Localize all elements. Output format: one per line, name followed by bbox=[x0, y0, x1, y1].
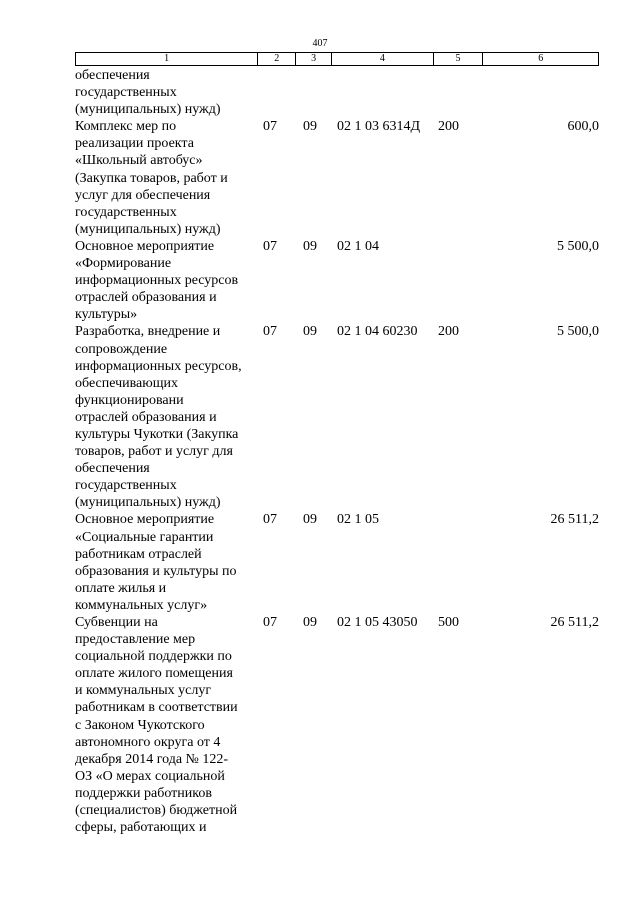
description-line: оплате жилого помещения bbox=[75, 666, 233, 682]
row-description bbox=[75, 238, 258, 323]
description-line: услуг для обеспечения bbox=[75, 187, 211, 203]
subsection-code: 09 bbox=[303, 512, 317, 528]
table-row bbox=[75, 323, 599, 511]
expense-type-code: 200 bbox=[438, 119, 459, 135]
description-line: реализации проекта bbox=[75, 136, 194, 152]
table-row bbox=[75, 511, 599, 614]
page-number: 407 bbox=[312, 38, 328, 49]
amount bbox=[484, 67, 599, 118]
subsection-code: 09 bbox=[303, 119, 317, 135]
description-line: оплате жилья и bbox=[75, 580, 167, 596]
header-col-4: 4 bbox=[332, 53, 434, 65]
description-line: Комплекс мер по bbox=[75, 119, 177, 135]
description-line: (муниципальных) нужд) bbox=[75, 221, 221, 237]
description-line: социальной поддержки по bbox=[75, 649, 232, 665]
description-line: обеспечения bbox=[75, 68, 150, 83]
description-line: Субвенции на bbox=[75, 615, 158, 630]
expense-type-code bbox=[434, 238, 484, 323]
expense-type-code: 200 bbox=[438, 324, 459, 340]
table-row bbox=[75, 118, 599, 238]
description-line: государственных bbox=[75, 478, 177, 494]
description-line: культуры Чукотки (Закупка bbox=[75, 426, 239, 442]
section-code: 07 bbox=[263, 615, 277, 630]
row-description bbox=[75, 614, 258, 836]
description-line: (муниципальных) нужд) bbox=[75, 495, 221, 511]
target-article-code: 02 1 03 6314Д bbox=[337, 119, 421, 135]
table-row bbox=[75, 614, 599, 836]
description-line: «Школьный автобус» bbox=[75, 153, 203, 169]
description-line: работникам отраслей bbox=[75, 546, 202, 562]
expense-type-code bbox=[434, 67, 484, 118]
row-description bbox=[75, 67, 258, 118]
description-line: информационных ресурсов bbox=[75, 273, 239, 289]
section-code bbox=[258, 67, 296, 118]
section-code: 07 bbox=[263, 238, 277, 254]
description-line: обеспечения bbox=[75, 461, 150, 477]
expense-type-code bbox=[434, 511, 484, 614]
subsection-code: 09 bbox=[303, 324, 317, 340]
target-article-code: 02 1 05 43050 bbox=[337, 615, 418, 630]
description-line: образования и культуры по bbox=[75, 563, 237, 579]
header-col-3: 3 bbox=[296, 53, 332, 65]
description-line: культуры» bbox=[75, 307, 138, 323]
row-description bbox=[75, 323, 258, 511]
subsection-code: 09 bbox=[303, 238, 317, 254]
description-line: коммунальных услуг» bbox=[75, 597, 208, 613]
description-line: отраслей образования и bbox=[75, 290, 217, 306]
description-line: информационных ресурсов, bbox=[75, 358, 242, 374]
description-line: Разработка, внедрение и bbox=[75, 324, 221, 340]
target-article-code: 02 1 04 bbox=[337, 238, 379, 254]
amount: 26 511,2 bbox=[550, 615, 599, 630]
description-line: работникам в соответствии bbox=[75, 700, 238, 716]
header-col-1: 1 bbox=[76, 53, 258, 65]
header-col-5: 5 bbox=[434, 53, 484, 65]
description-line: обеспечивающих bbox=[75, 375, 178, 391]
description-line: функционировани bbox=[75, 392, 184, 408]
description-line: (муниципальных) нужд) bbox=[75, 102, 221, 118]
row-description bbox=[75, 511, 258, 614]
description-line: декабря 2014 года № 122- bbox=[75, 751, 229, 767]
description-line: Основное мероприятие bbox=[75, 512, 215, 528]
row-description bbox=[75, 118, 258, 238]
table-body bbox=[75, 67, 599, 836]
description-line: «Формирование bbox=[75, 256, 172, 272]
description-line: ОЗ «О мерах социальной bbox=[75, 768, 225, 784]
header-col-2: 2 bbox=[258, 53, 296, 65]
description-line: «Социальные гарантии bbox=[75, 529, 214, 545]
description-line: (Закупка товаров, работ и bbox=[75, 170, 228, 186]
description-line: предоставление мер bbox=[75, 632, 196, 648]
subsection-code: 09 bbox=[303, 615, 317, 630]
description-line: с Законом Чукотского bbox=[75, 717, 205, 733]
target-article-code bbox=[332, 67, 434, 118]
description-line: государственных bbox=[75, 85, 177, 101]
section-code: 07 bbox=[263, 324, 277, 340]
table-row bbox=[75, 238, 599, 323]
description-line: (специалистов) бюджетной bbox=[75, 803, 238, 819]
header-col-6: 6 bbox=[538, 53, 544, 64]
subsection-code bbox=[296, 67, 332, 118]
expense-type-code: 500 bbox=[438, 615, 459, 630]
description-line: товаров, работ и услуг для bbox=[75, 444, 233, 460]
description-line: Основное мероприятие bbox=[75, 238, 215, 254]
table-header bbox=[75, 52, 599, 66]
description-line: отраслей образования и bbox=[75, 409, 217, 425]
description-line: сферы, работающих и bbox=[75, 820, 207, 836]
section-code: 07 bbox=[263, 119, 277, 135]
target-article-code: 02 1 04 60230 bbox=[337, 324, 418, 340]
table-row bbox=[75, 67, 599, 118]
description-line: сопровождение bbox=[75, 341, 168, 357]
target-article-code: 02 1 05 bbox=[337, 512, 379, 528]
amount: 5 500,0 bbox=[557, 238, 599, 254]
amount: 600,0 bbox=[567, 119, 599, 135]
description-line: поддержки работников bbox=[75, 785, 212, 801]
amount: 5 500,0 bbox=[557, 324, 599, 340]
description-line: и коммунальных услуг bbox=[75, 683, 212, 699]
amount: 26 511,2 bbox=[550, 512, 599, 528]
budget-table bbox=[75, 52, 599, 836]
description-line: автономного округа от 4 bbox=[75, 734, 221, 750]
section-code: 07 bbox=[263, 512, 277, 528]
description-line: государственных bbox=[75, 204, 177, 220]
